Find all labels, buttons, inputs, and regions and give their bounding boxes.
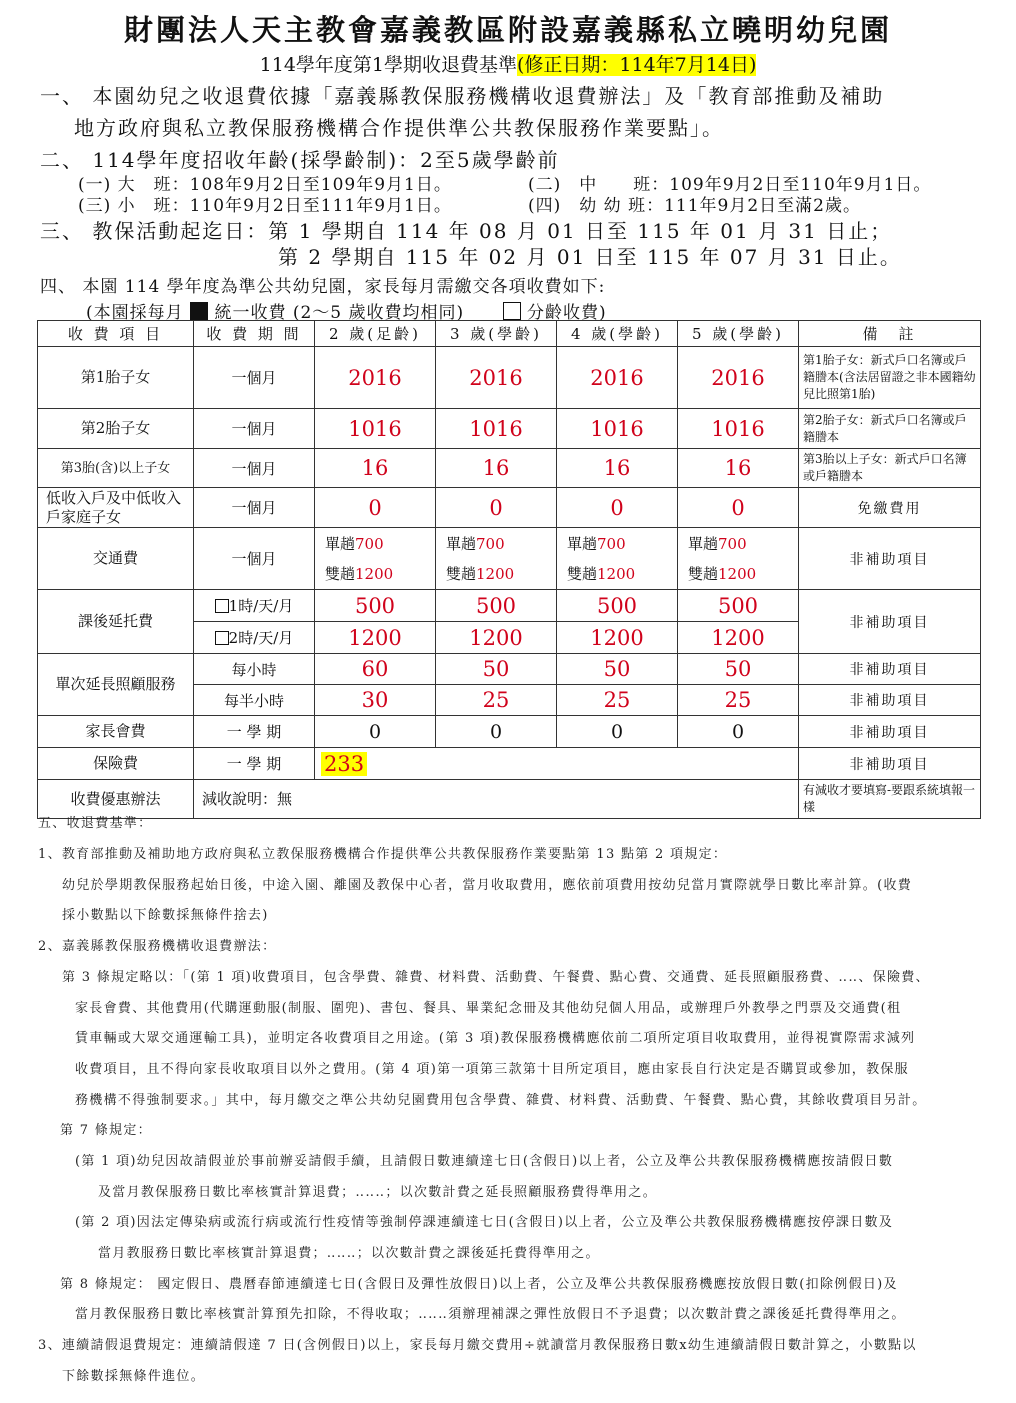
fee-value: 1016 [678,409,799,449]
insurance-value-cell [315,748,799,780]
section3-line2: 第 2 學期自 115 年 02 月 01 日至 115 年 07 月 31 日止。 [278,245,902,269]
fee-value: 25 [436,685,557,716]
transport-fee-cell [436,528,557,590]
row-note: 非補助項目 [799,528,981,590]
table-row-parents [38,716,981,748]
refund-line: 當月教保服務日數比率核實計算預先扣除，不得收取；‥‥‥須辦理補課之彈性放假日不予退費；以次數計費之課後延托費得準用之。 [75,1307,906,1322]
row-label: 低收入戶及中低收入戶家庭子女 [38,488,194,528]
single-trip-label: 單趟 [567,534,598,553]
class-large: (一) 大 班：108年9月2日至109年9月1日。 [78,175,452,195]
table-row-child3 [38,449,981,488]
fee-table [37,320,981,819]
fee-value: 16 [436,449,557,488]
double-trip-label: 雙趟 [446,564,477,583]
fee-value: 0 [315,716,436,748]
single-trip-label: 單趟 [325,534,356,553]
fee-value: 0 [436,488,557,528]
afterschool-option-label: 2時/天/月 [228,629,294,647]
fee-value: 25 [678,685,799,716]
refund-line: (第 1 項)幼兒因故請假並於事前辦妥請假手續，且請假日數連續達七日(含假日)以上者，公立及準公共教保服務機構應按請假日數 [75,1154,894,1169]
refund-line: 第 7 條規定： [60,1123,152,1138]
fee-value: 50 [436,654,557,685]
section3-line1: 三、 教保活動起迄日：第 1 學期自 114 年 08 月 01 日至 115 年 01 月 31 日止； [40,219,893,243]
checkbox-empty-icon [503,302,521,320]
row-period: 一 學 期 [194,716,315,748]
refund-line: 1、教育部推動及補助地方政府與私立教保服務機構合作提供準公共教保服務作業要點第 13 點第 2 項規定： [38,847,728,862]
class-small: (三) 小 班：110年9月2日至111年9月1日。 [78,196,452,216]
table-row-transport [38,528,981,590]
refund-line: (第 2 項)因法定傳染病或流行病或流行性疫情等強制停課連續達七日(含假日)以上者，公立及準公共教保服務機構應按停課日數及 [75,1215,894,1230]
fee-value: 30 [315,685,436,716]
fee-value: 50 [678,654,799,685]
refund-line: 務機構不得強制要求。」其中，每月繳交之準公共幼兒園費用包含學費、雜費、材料費、活動費、午餐費、點心費，其餘收費項目另計。 [75,1093,927,1108]
fee-value: 2016 [436,347,557,409]
fee-value: 25 [557,685,678,716]
single-trip-value: 700 [597,534,626,553]
refund-line: 當月教服務日數比率核實計算退費；‥‥‥；以次數計費之課後延托費得準用之。 [98,1246,600,1261]
afterschool-option [194,622,315,654]
header-cell: 收 費 期 間 [194,321,315,347]
fee-value: 2016 [315,347,436,409]
row-label: 交通費 [38,528,194,590]
refund-line: 3、連續請假退費規定：連續請假達 7 日(含例假日)以上，家長每月繳交費用÷就讀當月教保服務日數x幼生連續請假日數計算之，小數點以 [38,1338,917,1353]
row-note: 非補助項目 [799,654,981,685]
refund-line: 賃車輛或大眾交通運輸工具)，並明定各收費項目之用途。(第 3 項)教保服務機構應依前二項所定項目收取費用，並得視實際需求減列 [75,1031,916,1046]
header-cell: 4 歲(學齡) [557,321,678,347]
single-trip-value: 700 [355,534,384,553]
afterschool-option-label: 1時/天/月 [228,597,294,615]
checkbox-empty-icon [215,599,229,613]
fee-value: 1016 [436,409,557,449]
row-label: 第1胎子女 [38,347,194,409]
fee-value: 2016 [678,347,799,409]
fee-value: 1200 [557,622,678,654]
checkbox-checked-icon [190,302,208,320]
row-label: 收費優惠辦法 [38,780,194,819]
fee-value: 1016 [315,409,436,449]
transport-fee-cell [315,528,436,590]
fee-mode-prefix: (本園採每月 [86,303,184,323]
fee-value: 0 [678,716,799,748]
refund-line: 2、嘉義縣教保服務機構收退費辦法： [38,939,277,954]
revision-date-highlight: (修正日期：114年7月14日) [517,54,757,76]
document-title: 財團法人天主教會嘉義教區附設嘉義縣私立曉明幼兒園 [123,13,892,47]
fee-mode-uniform: 統一收費 (2～5 歲收費均相同) [214,303,465,323]
header-cell: 備 註 [799,321,981,347]
row-note: 第1胎子女：新式戶口名簿或戶籍謄本(含法居留證之非本國籍幼兒比照第1胎) [799,347,981,409]
double-trip-label: 雙趟 [688,564,719,583]
section1-line2: 地方政府與私立教保服務機構合作提供準公共教保服務作業要點」。 [74,116,724,140]
fee-value: 1200 [436,622,557,654]
transport-fee-cell [557,528,678,590]
row-note: 有減收才要填寫-要跟系統填報一樣 [799,780,981,819]
refund-line: 及當月教保服務日數比率核實計算退費；‥‥‥；以次數計費之延長照顧服務費得準用之。 [98,1185,658,1200]
refund-line: 收費項目，且不得向家長收取項目以外之費用。(第 4 項)第一項第三款第十目所定項目，應由家長自行決定是否購買或參加，教保服 [75,1062,909,1077]
section1-line1: 一、 本園幼兒之收退費依據「嘉義縣教保服務機構收退費辦法」及「教育部推動及補助 [40,84,885,108]
header-cell: 5 歲(學齡) [678,321,799,347]
single-trip-label: 單趟 [446,534,477,553]
table-row-child1 [38,347,981,409]
row-label: 家長會費 [38,716,194,748]
checkbox-empty-icon [215,631,229,645]
fee-value: 0 [436,716,557,748]
fee-value: 0 [557,716,678,748]
transport-fee-cell [678,528,799,590]
fee-value: 0 [678,488,799,528]
header-cell: 2 歲(足齡) [315,321,436,347]
fee-value: 500 [315,590,436,622]
section4-heading: 四、 本園 114 學年度為準公共幼兒園，家長每月需繳交各項收費如下: [40,277,606,297]
table-row-discount [38,780,981,819]
fee-value: 0 [315,488,436,528]
fee-value: 50 [557,654,678,685]
table-row-lowincome [38,488,981,528]
fee-value: 60 [315,654,436,685]
insurance-fee-highlight: 233 [321,752,367,776]
row-note: 第3胎以上子女：新式戶口名簿或戶籍謄本 [799,449,981,488]
fee-value: 16 [678,449,799,488]
afterschool-option [194,590,315,622]
fee-mode-age: 分齡收費) [527,303,607,323]
fee-value: 16 [315,449,436,488]
double-trip-label: 雙趟 [325,564,356,583]
double-trip-value: 1200 [476,564,515,583]
row-note: 非補助項目 [799,590,981,654]
row-note: 第2胎子女：新式戶口名簿或戶籍謄本 [799,409,981,449]
class-middle: (二) 中 班：109年9月2日至110年9月1日。 [528,175,932,195]
fee-value: 1016 [557,409,678,449]
fee-value: 500 [436,590,557,622]
row-period: 每小時 [194,654,315,685]
table-row-extended-1 [38,654,981,685]
double-trip-label: 雙趟 [567,564,598,583]
header-cell: 收 費 項 目 [38,321,194,347]
refund-line: 幼兒於學期教保服務起始日後，中途入園、離園及教保中心者，當月收取費用，應依前項費用按幼兒當月實際就學日數比率計算。(收費 [62,878,913,893]
row-label: 單次延長照顧服務 [38,654,194,716]
discount-description: 減收說明：無 [194,780,799,819]
fee-value: 500 [557,590,678,622]
row-note: 非補助項目 [799,685,981,716]
row-note: 免繳費用 [799,488,981,528]
fee-value: 2016 [557,347,678,409]
double-trip-value: 1200 [718,564,757,583]
section5-heading: 五、收退費基準： [38,816,153,831]
section2-heading: 二、 114學年度招收年齡(採學齡制)：2至5歲學齡前 [40,148,560,172]
row-label: 第2胎子女 [38,409,194,449]
subtitle-text: 114學年度第1學期收退費基準 [259,54,517,76]
row-note: 非補助項目 [799,748,981,780]
table-row-afterschool-1 [38,590,981,622]
row-period: 一個月 [194,449,315,488]
fee-value: 0 [557,488,678,528]
row-label: 課後延托費 [38,590,194,654]
double-trip-value: 1200 [597,564,636,583]
row-period: 一個月 [194,409,315,449]
single-trip-value: 700 [718,534,747,553]
header-cell: 3 歲(學齡) [436,321,557,347]
fee-value: 1200 [678,622,799,654]
row-period: 一個月 [194,347,315,409]
table-row-child2 [38,409,981,449]
row-label: 第3胎(含)以上子女 [38,449,194,488]
row-note: 非補助項目 [799,716,981,748]
fee-value: 1200 [315,622,436,654]
fee-value: 16 [557,449,678,488]
refund-line: 下餘數採無條件進位。 [62,1369,206,1384]
row-period: 每半小時 [194,685,315,716]
refund-line: 採小數點以下餘數採無條件捨去) [62,908,269,923]
single-trip-value: 700 [476,534,505,553]
refund-line: 第 3 條規定略以：「(第 1 項)收費項目，包含學費、雜費、材料費、活動費、午餐費、點心費、交通費、延長照顧服務費、‥‥、保險費、 [62,970,930,985]
single-trip-label: 單趟 [688,534,719,553]
fee-value: 500 [678,590,799,622]
table-row-insurance [38,748,981,780]
refund-line: 第 8 條規定： 國定假日、農曆春節連續達七日(含假日及彈性放假日)以上者，公立及準公共教保服務機應按放假日數(扣除例假日)及 [60,1277,898,1292]
table-header-row [38,321,981,347]
row-period: 一個月 [194,528,315,590]
document-subtitle [0,50,1016,77]
row-label: 保險費 [38,748,194,780]
double-trip-value: 1200 [355,564,394,583]
row-period: 一個月 [194,488,315,528]
refund-line: 家長會費、其他費用(代購運動服(制服、圍兜)、書包、餐具、畢業紀念冊及其他幼兒個人用品，或辦理戶外教學之門票及交通費(租 [75,1001,902,1016]
class-toddler: (四) 幼 幼 班：111年9月2日至滿2歲。 [528,196,861,216]
row-period: 一 學 期 [194,748,315,780]
